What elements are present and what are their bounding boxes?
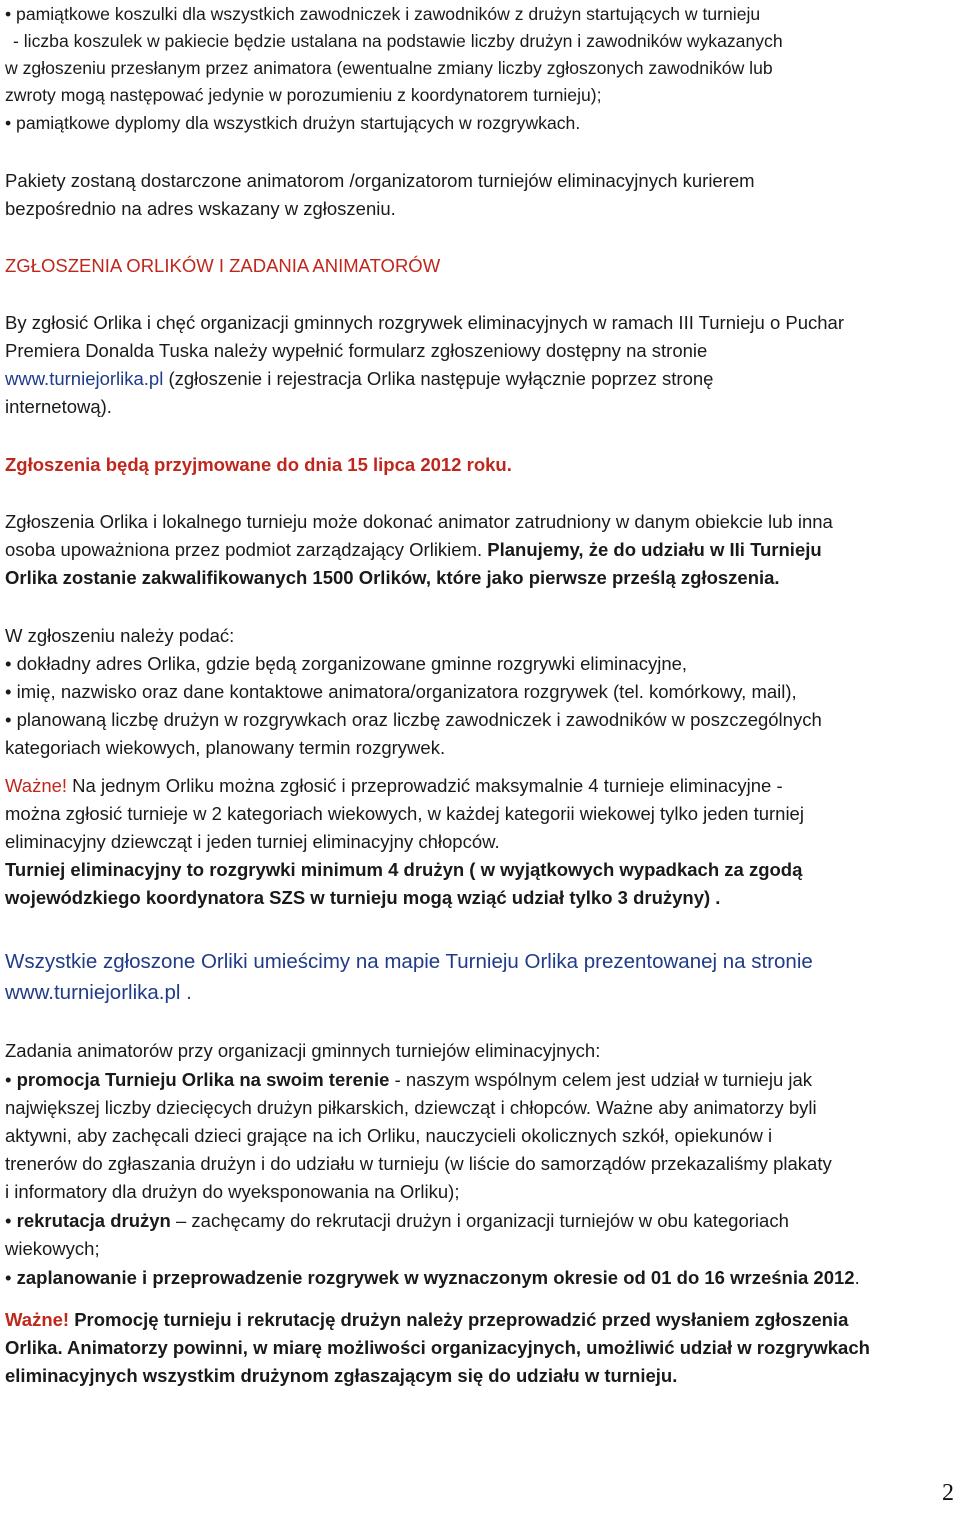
text-line (5, 536, 822, 564)
deadline-notice: Zgłoszenia będą przyjmowane do dnia 15 lipca 2012 roku. (5, 454, 512, 475)
text-span: – zachęcamy do rekrutacji drużyn i organizacji turniejów w obu kategoriach (170, 1210, 789, 1231)
text-line: w zgłoszeniu przesłanym przez animatora (ewentualne zmiany liczby zgłoszonych zawodników lub (5, 58, 773, 78)
list-item (5, 1264, 860, 1292)
bold-span: Planujemy, że do udziału w IIi Turnieju (487, 539, 822, 560)
website-link[interactable]: www.turniejorlika.pl (5, 368, 164, 389)
text-line (5, 365, 713, 393)
bold-span: Promocję turnieju i rekrutację drużyn należy przeprowadzić przed wysłaniem zgłoszenia (69, 1309, 849, 1330)
text-span: Na jednym Orliku można zgłosić i przeprowadzić maksymalnie 4 turnieje eliminacyjne - (72, 775, 783, 796)
text-line: eliminacyjny dziewcząt i jeden turniej eliminacyjny chłopców. (5, 831, 500, 852)
text-span: • (5, 1210, 17, 1231)
text-line (5, 772, 783, 800)
text-line: bezpośrednio na adres wskazany w zgłoszeniu. (5, 198, 396, 219)
list-item: • dokładny adres Orlika, gdzie będą zorganizowane gminne rozgrywki eliminacyjne, (5, 653, 688, 674)
text-line: trenerów do zgłaszania drużyn i do udziału w turnieju (w liście do samorządów przekazaliśmy plakaty (5, 1153, 832, 1174)
text-line: Pakiety zostaną dostarczone animatorom /organizatorom turniejów eliminacyjnych kurierem (5, 170, 755, 191)
text-line: Zgłoszenia Orlika i lokalnego turnieju może dokonać animator zatrudniony w danym obiekcie lub inna (5, 511, 833, 532)
text-span: • (5, 1069, 17, 1090)
bold-span: rekrutacja drużyn (16, 1210, 171, 1231)
text-line: wiekowych; (5, 1238, 100, 1259)
bold-span: promocja Turnieju Orlika na swoim terenie (16, 1069, 390, 1090)
text-line: internetową). (5, 396, 112, 417)
text-span: . (854, 1267, 860, 1288)
text-line: wojewódzkiego koordynatora SZS w turnieju mogą wziąć udział tylko 3 drużyny) . (5, 887, 721, 908)
list-item: • imię, nazwisko oraz dane kontaktowe animatora/organizatora rozgrywek (tel. komórkowy, mail), (5, 681, 797, 702)
important-label: Ważne! (5, 1309, 70, 1330)
text-line: największej liczby dziecięcych drużyn piłkarskich, dziewcząt i chłopców. Ważne aby animatorzy byli (5, 1097, 817, 1118)
text-line (5, 1306, 848, 1334)
text-line: kategoriach wiekowych, planowany termin rozgrywek. (5, 737, 446, 758)
text-line: Orlika. Animatorzy powinni, w miarę możliwości organizacyjnych, umożliwić udział w rozgrywkach (5, 1337, 870, 1358)
text-line: - liczba koszulek w pakiecie będzie ustalana na podstawie liczby drużyn i zawodników wykazanych (13, 31, 783, 51)
text-line: • pamiątkowe dyplomy dla wszystkich drużyn startujących w rozgrywkach. (5, 113, 581, 133)
text-span: • (5, 1267, 17, 1288)
bold-span: zaplanowanie i przeprowadzenie rozgrywek w wyznaczonym okresie od 01 do 16 września 2012 (16, 1267, 855, 1288)
section-heading: ZGŁOSZENIA ORLIKÓW I ZADANIA ANIMATORÓW (5, 255, 441, 276)
list-item: • planowaną liczbę drużyn w rozgrywkach oraz liczbę zawodniczek i zawodników w poszczególnych (5, 709, 822, 730)
text-span: osoba upoważniona przez podmiot zarządzający Orlikiem. (5, 539, 488, 560)
text-line: i informatory dla drużyn do wyeksponowania na Orliku); (5, 1181, 460, 1202)
website-link[interactable]: www.turniejorlika.pl . (5, 981, 192, 1004)
text-line: aktywni, aby zachęcali dzieci grające na ich Orliku, nauczycieli okolicznych szkół, opiekunów i (5, 1125, 773, 1146)
text-line: eliminacyjnych wszystkim drużynom zgłaszającym się do udziału w turnieju. (5, 1365, 678, 1386)
important-label: Ważne! (5, 775, 73, 796)
text-line: Zadania animatorów przy organizacji gminnych turniejów eliminacyjnych: (5, 1040, 601, 1061)
text-span: - naszym wspólnym celem jest udział w turnieju jak (389, 1069, 813, 1090)
text-span: (zgłoszenie i rejestracja Orlika następuje wyłącznie poprzez stronę (163, 368, 714, 389)
page-number: 2 (942, 1480, 954, 1506)
text-line: Premiera Donalda Tuska należy wypełnić formularz zgłoszeniowy dostępny na stronie (5, 340, 708, 361)
text-line: Turniej eliminacyjny to rozgrywki minimum 4 drużyn ( w wyjątkowych wypadkach za zgodą (5, 859, 803, 880)
map-notice: Wszystkie zgłoszone Orliki umieścimy na mapie Turnieju Orlika prezentowanej na stronie (5, 950, 813, 973)
text-line: W zgłoszeniu należy podać: (5, 625, 235, 646)
text-line: zwroty mogą następować jedynie w porozumieniu z koordynatorem turnieju); (5, 85, 602, 105)
text-line: można zgłosić turnieje w 2 kategoriach wiekowych, w każdej kategorii wiekowej tylko jeden turniej (5, 803, 804, 824)
text-line: By zgłosić Orlika i chęć organizacji gminnych rozgrywek eliminacyjnych w ramach III Turnieju o Puchar (5, 312, 844, 333)
text-line: • pamiątkowe koszulki dla wszystkich zawodniczek i zawodników z drużyn startujących w turnieju (5, 4, 761, 24)
text-line: Orlika zostanie zakwalifikowanych 1500 Orlików, które jako pierwsze prześlą zgłoszenia. (5, 567, 780, 588)
list-item (5, 1207, 789, 1235)
list-item (5, 1066, 812, 1094)
